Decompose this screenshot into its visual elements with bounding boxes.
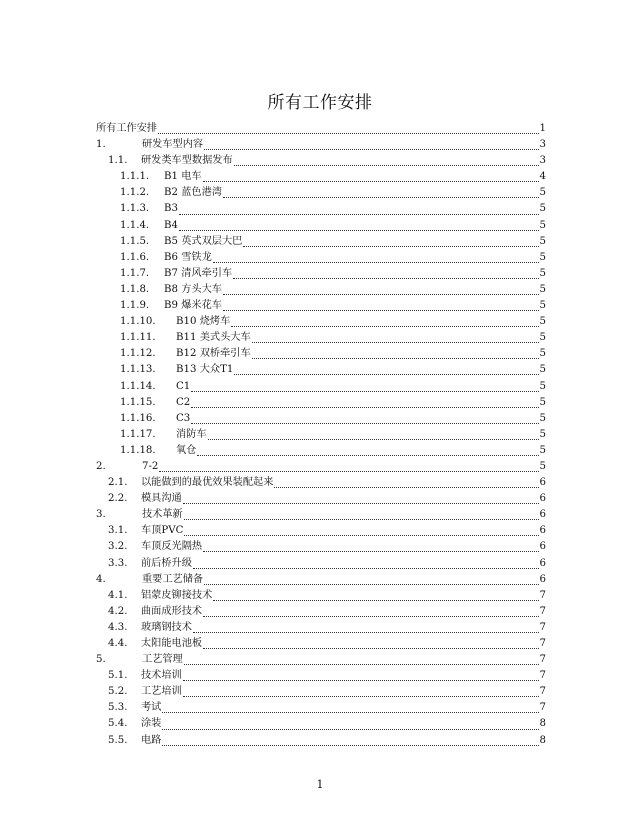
toc-entry[interactable]: [96, 218, 546, 234]
toc-entry-page: 5: [539, 460, 546, 472]
toc-entry-title: B12 双桥牵引车: [176, 348, 251, 360]
toc-dot-leader: [223, 309, 539, 311]
toc-entry-number: 4.: [96, 573, 106, 585]
toc-entry-title: B11 美式头大车: [176, 332, 251, 344]
toc-entry-page: 7: [539, 621, 546, 633]
toc-dot-leader: [252, 357, 539, 359]
toc-entry-number: 1.1.11.: [120, 332, 156, 344]
toc-entry-page: 7: [539, 605, 546, 617]
toc-entry-page: 8: [539, 734, 546, 746]
toc-entry-page: 5: [539, 380, 546, 392]
toc-entry-number: 1.1.4.: [120, 219, 150, 231]
toc-entry-page: 5: [539, 300, 546, 312]
toc-entry-title: 太阳能电池板: [141, 638, 203, 649]
toc-entry-number: 4.3.: [108, 621, 128, 633]
toc-entry-page: 5: [539, 187, 546, 199]
toc-dot-leader: [191, 422, 538, 424]
toc-entry-title: B4: [164, 219, 178, 231]
toc-entry-number: 2.: [96, 460, 106, 472]
toc-entry-title: 技术培训: [141, 670, 182, 682]
toc-entry[interactable]: [96, 330, 546, 346]
toc-entry[interactable]: [96, 250, 546, 266]
toc-dot-leader: [203, 647, 538, 649]
toc-dot-leader: [191, 390, 538, 392]
toc-entry-page: 7: [539, 670, 546, 682]
toc-entry-title: 考试: [141, 702, 162, 714]
toc-entry-title: 以能做到的最优效果装配起来: [141, 477, 274, 489]
toc-dot-leader: [191, 406, 538, 408]
toc-entry[interactable]: [96, 234, 546, 250]
toc-entry-number: 1.1.1.: [120, 171, 150, 183]
toc-dot-leader: [213, 599, 538, 601]
toc-entry[interactable]: [96, 539, 546, 555]
toc-dot-leader: [252, 341, 539, 343]
toc-dot-leader: [179, 213, 539, 215]
toc-dot-leader: [179, 229, 539, 231]
toc-entry-page: 5: [539, 348, 546, 360]
toc-entry-title: 研发类车型数据发布: [141, 155, 233, 167]
toc-entry-number: 4.1.: [108, 589, 128, 601]
toc-entry-title: B10 烧烤车: [176, 316, 231, 328]
toc-entry[interactable]: [96, 556, 546, 572]
toc-dot-leader: [184, 518, 539, 520]
toc-dot-leader: [159, 470, 538, 472]
toc-entry-page: 5: [539, 444, 546, 456]
toc-entry-page: 6: [539, 541, 546, 553]
toc-entry[interactable]: [96, 395, 546, 411]
toc-dot-leader: [183, 502, 539, 504]
toc-entry-title: 铝蒙皮铆接技术: [141, 589, 213, 601]
toc-entry[interactable]: [96, 362, 546, 378]
toc-entry-page: 3: [539, 155, 546, 167]
toc-entry-page: 6: [539, 573, 546, 585]
toc-entry-title: 7-2: [142, 460, 159, 472]
toc-entry[interactable]: [96, 201, 546, 217]
toc-entry[interactable]: [96, 668, 546, 684]
toc-entry[interactable]: [96, 588, 546, 604]
toc-entry-number: 2.1.: [108, 477, 128, 489]
toc-entry-page: 5: [539, 364, 546, 376]
toc-entry-number: 1.: [96, 139, 106, 151]
toc-entry-number: 4.2.: [108, 605, 128, 617]
toc-dot-leader: [234, 373, 538, 375]
toc-dot-leader: [204, 148, 538, 150]
toc-entry[interactable]: [96, 700, 546, 716]
toc-entry[interactable]: [96, 282, 546, 298]
toc-entry-page: 5: [539, 396, 546, 408]
toc-entry[interactable]: [96, 427, 546, 443]
toc-entry-page: 3: [539, 139, 546, 151]
toc-dot-leader: [231, 325, 538, 327]
toc-entry-page: 5: [539, 203, 546, 215]
toc-entry-title: B7 清风牵引车: [164, 267, 233, 279]
toc-entry-title: 车顶反光隔热: [141, 541, 203, 553]
toc-entry-number: 1.1.8.: [120, 283, 150, 295]
toc-entry-title: B9 爆米花车: [164, 300, 222, 312]
table-of-contents: [96, 121, 546, 749]
toc-entry[interactable]: [96, 169, 546, 185]
toc-entry-title: 涂装: [141, 718, 162, 730]
toc-entry-number: 4.4.: [108, 638, 128, 649]
toc-dot-leader: [162, 728, 538, 730]
toc-entry-number: 1.1.2.: [120, 187, 150, 199]
toc-entry[interactable]: [96, 298, 546, 314]
toc-entry-page: 5: [539, 428, 546, 440]
toc-entry-title: C3: [176, 412, 191, 424]
toc-entry[interactable]: [96, 475, 546, 491]
toc-entry-number: 5.5.: [108, 734, 128, 746]
toc-entry[interactable]: [96, 523, 546, 539]
toc-entry-number: 5.4.: [108, 718, 128, 730]
toc-entry[interactable]: [96, 153, 546, 169]
toc-entry[interactable]: [96, 121, 546, 137]
toc-entry-page: 7: [539, 702, 546, 714]
toc-entry[interactable]: [96, 652, 546, 668]
toc-entry[interactable]: [96, 572, 546, 588]
toc-dot-leader: [183, 679, 539, 681]
toc-entry-title: B5 英式双层大巴: [164, 235, 243, 247]
toc-entry[interactable]: [96, 604, 546, 620]
toc-entry-number: 1.1.17.: [120, 428, 156, 440]
toc-entry-page: 5: [539, 219, 546, 231]
toc-entry-page: 7: [539, 589, 546, 601]
toc-entry[interactable]: [96, 266, 546, 282]
toc-dot-leader: [204, 583, 538, 585]
toc-entry-page: 6: [539, 509, 546, 521]
toc-entry-number: 1.1.7.: [120, 267, 150, 279]
toc-dot-leader: [162, 711, 538, 713]
toc-entry-number: 1.1.13.: [120, 364, 156, 376]
toc-entry-number: 1.1.10.: [120, 316, 156, 328]
toc-entry-number: 3.1.: [108, 525, 128, 537]
toc-entry-page: 5: [539, 267, 546, 279]
toc-entry-number: 1.1.9.: [120, 300, 150, 312]
toc-entry-title: B6 雪铁龙: [164, 251, 212, 263]
toc-entry[interactable]: [96, 733, 546, 749]
toc-entry-page: 5: [539, 251, 546, 263]
toc-entry-number: 2.2.: [108, 493, 128, 505]
toc-entry-title: B13 大众T1: [176, 364, 234, 376]
toc-entry-title: 消防车: [176, 428, 207, 440]
toc-entry-page: 8: [539, 718, 546, 730]
page-number: 1: [316, 778, 324, 791]
toc-entry-title: 技术革新: [142, 509, 183, 521]
toc-entry[interactable]: [96, 411, 546, 427]
toc-entry-page: 6: [539, 557, 546, 569]
toc-entry-title: 模具沟通: [141, 493, 182, 505]
toc-entry-number: 5.: [96, 654, 106, 666]
toc-entry-number: 5.2.: [108, 686, 128, 698]
toc-entry-page: 5: [539, 316, 546, 328]
document-title: 所有工作安排: [267, 93, 373, 113]
toc-entry-page: 5: [539, 283, 546, 295]
toc-entry[interactable]: [96, 507, 546, 523]
toc-entry-page: 7: [539, 638, 546, 649]
toc-entry[interactable]: [96, 346, 546, 362]
toc-entry[interactable]: [96, 379, 546, 395]
toc-entry-title: 氧仓: [176, 444, 197, 456]
toc-entry-page: 5: [539, 412, 546, 424]
toc-entry-title: 研发车型内容: [142, 139, 204, 151]
toc-entry-page: 5: [539, 332, 546, 344]
toc-entry-title: B8 方头大车: [164, 283, 222, 295]
toc-entry[interactable]: [96, 491, 546, 507]
toc-entry[interactable]: [96, 636, 546, 652]
toc-entry-title: 重要工艺储备: [142, 573, 204, 585]
toc-entry-number: 3.3.: [108, 557, 128, 569]
toc-entry-page: 7: [539, 654, 546, 666]
toc-entry-number: 5.3.: [108, 702, 128, 714]
toc-dot-leader: [223, 196, 539, 198]
toc-dot-leader: [162, 744, 538, 746]
toc-entry-title: 玻璃钢技术: [141, 621, 192, 633]
toc-entry[interactable]: [96, 620, 546, 636]
toc-entry-number: 3.: [96, 509, 106, 521]
toc-entry[interactable]: [96, 459, 546, 475]
toc-entry-title: 所有工作安排: [96, 123, 158, 134]
toc-entry-number: 1.1.3.: [120, 203, 150, 215]
toc-entry[interactable]: [96, 443, 546, 459]
toc-entry-page: 5: [539, 235, 546, 247]
toc-entry-number: 3.2.: [108, 541, 128, 553]
toc-entry-title: 车顶PVC: [141, 525, 184, 537]
toc-dot-leader: [158, 132, 538, 134]
toc-dot-leader: [203, 180, 539, 182]
toc-dot-leader: [193, 567, 539, 569]
toc-entry-number: 1.1.6.: [120, 251, 150, 263]
toc-dot-leader: [243, 245, 538, 247]
toc-entry-title: C2: [176, 396, 191, 408]
toc-entry[interactable]: [96, 185, 546, 201]
toc-entry[interactable]: [96, 684, 546, 700]
toc-entry[interactable]: [96, 314, 546, 330]
toc-entry-title: 曲面成形技术: [141, 605, 203, 617]
toc-entry[interactable]: [96, 716, 546, 732]
toc-entry-page: 6: [539, 525, 546, 537]
toc-entry-title: B1 电车: [164, 171, 202, 183]
toc-entry-title: B3: [164, 203, 178, 215]
toc-entry[interactable]: [96, 137, 546, 153]
toc-entry-page: 4: [539, 171, 546, 183]
toc-entry-number: 1.1.14.: [120, 380, 156, 392]
toc-dot-leader: [208, 438, 539, 440]
toc-entry-title: B2 蓝色港湾: [164, 187, 222, 199]
toc-entry-number: 1.1.15.: [120, 396, 156, 408]
toc-dot-leader: [203, 550, 538, 552]
toc-entry-page: 6: [539, 493, 546, 505]
toc-entry-title: 工艺管理: [142, 654, 183, 666]
toc-dot-leader: [213, 261, 539, 263]
toc-entry-title: 前后桥升级: [141, 557, 192, 569]
toc-dot-leader: [274, 486, 538, 488]
toc-dot-leader: [203, 615, 538, 617]
toc-entry-page: 1: [539, 123, 546, 134]
toc-entry-title: 电路: [141, 734, 162, 746]
toc-entry-number: 1.1.: [108, 155, 128, 167]
toc-entry-number: 5.1.: [108, 670, 128, 682]
toc-dot-leader: [184, 534, 538, 536]
toc-dot-leader: [184, 663, 539, 665]
toc-entry-number: 1.1.5.: [120, 235, 150, 247]
toc-dot-leader: [193, 631, 539, 633]
toc-entry-page: 7: [539, 686, 546, 698]
toc-entry-number: 1.1.18.: [120, 444, 156, 456]
toc-entry-number: 1.1.12.: [120, 348, 156, 360]
toc-dot-leader: [234, 164, 539, 166]
toc-entry-number: 1.1.16.: [120, 412, 156, 424]
toc-entry-title: 工艺培训: [141, 686, 182, 698]
toc-dot-leader: [223, 293, 539, 295]
toc-dot-leader: [197, 454, 538, 456]
toc-entry-page: 6: [539, 477, 546, 489]
toc-entry-title: C1: [176, 380, 191, 392]
toc-dot-leader: [183, 695, 539, 697]
toc-dot-leader: [233, 277, 538, 279]
